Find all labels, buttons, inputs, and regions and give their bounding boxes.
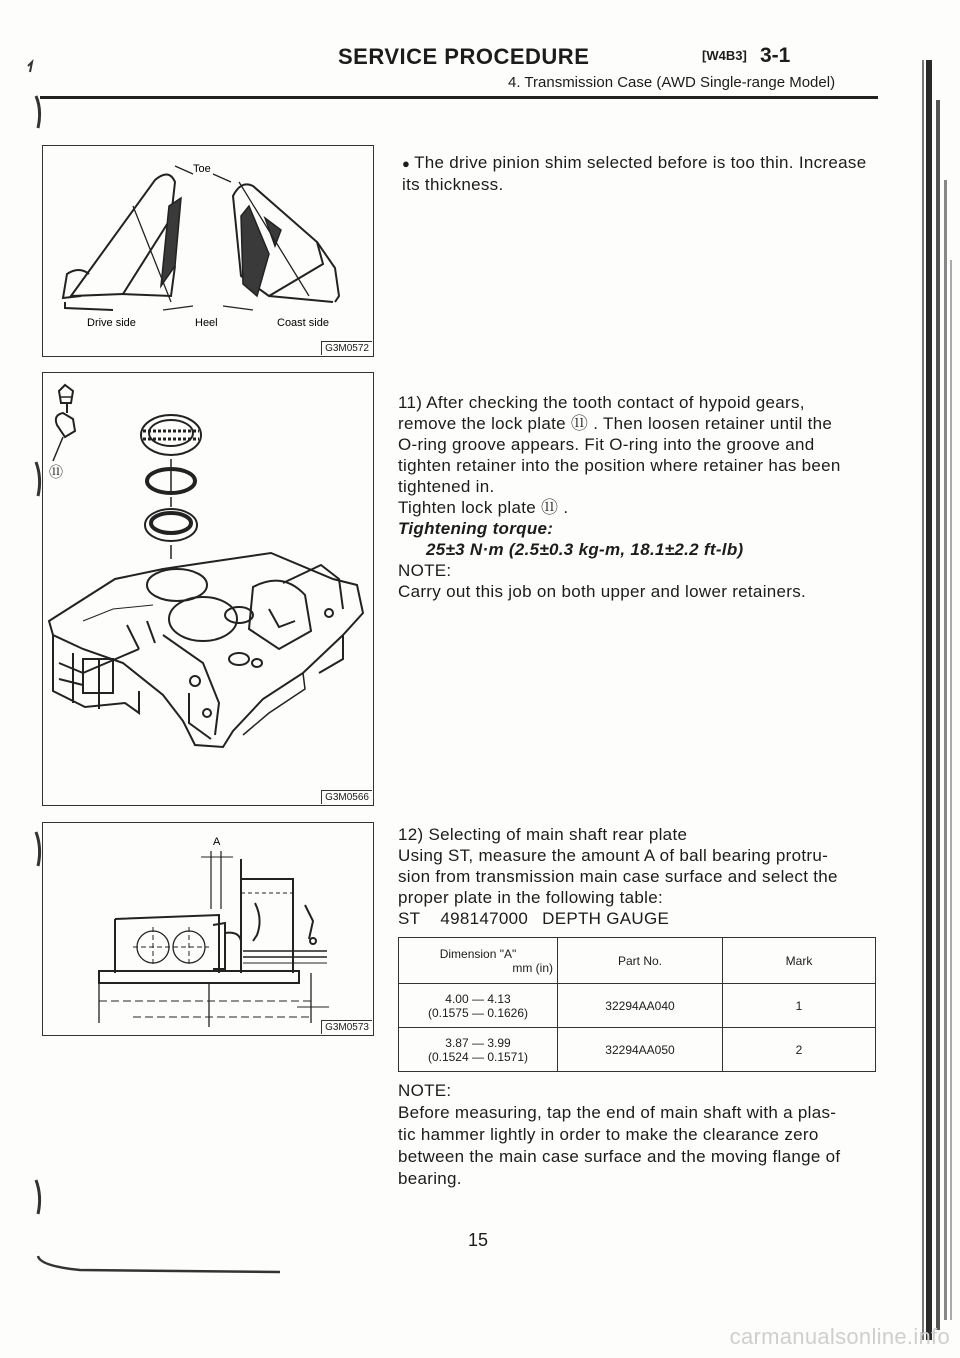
step-11-line: tighten retainer into the position where retainer has been (398, 456, 841, 475)
note-2-label: NOTE: (398, 1081, 452, 1100)
binder-edge (908, 60, 958, 1340)
note-text: Carry out this job on both upper and lower retainers. (398, 582, 807, 601)
gear-tooth-illustration (43, 146, 373, 356)
step-12-line: sion from transmission main case surface and select the (398, 867, 838, 886)
table-row (399, 1028, 876, 1072)
plate-selection-table (398, 937, 876, 1072)
note-label: NOTE: (398, 561, 452, 580)
step-11-line: 11) After checking the tooth contact of hypoid gears, (398, 393, 805, 412)
header-unit: mm (in) (512, 960, 553, 975)
section-number: 3-1 (760, 44, 791, 67)
figure-gear-tooth (42, 145, 374, 357)
figure-transmission-case (42, 372, 374, 806)
transmission-case-illustration (43, 373, 373, 805)
callout-11: ⑪ (49, 465, 63, 481)
figure-code: G3M0572 (321, 341, 372, 355)
torque-value: 25±3 N·m (2.5±0.3 kg-m, 18.1±2.2 ft-lb) (426, 540, 744, 559)
step-11-line: tightened in. (398, 477, 495, 496)
header-dimension (399, 938, 558, 984)
note-2-line: Before measuring, tap the end of main shaft with a plas- (398, 1103, 837, 1122)
torque-heading: Tightening torque: (398, 519, 554, 538)
page-subtitle: 4. Transmission Case (AWD Single-range Model) (508, 74, 836, 91)
st-name: DEPTH GAUGE (542, 909, 670, 928)
label-toe: Toe (193, 163, 211, 175)
label-heel: Heel (195, 317, 218, 329)
watermark: carmanualsonline.info (729, 1324, 950, 1349)
step-11-line: O-ring groove appears. Fit O-ring into the groove and (398, 435, 815, 454)
step-11 (398, 392, 883, 602)
bullet-paragraph (402, 152, 882, 195)
note-2-line: bearing. (398, 1169, 462, 1188)
note-2-line: between the main case surface and the moving flange of (398, 1147, 841, 1166)
header-dimension-label: Dimension "A" (439, 946, 517, 961)
st-number: 498147000 (440, 909, 529, 928)
page-number: 15 (468, 1230, 489, 1250)
note-2 (398, 1080, 883, 1190)
header-part-no: Part No. (558, 938, 723, 984)
label-coast-side: Coast side (277, 317, 329, 329)
step-12-line: 12) Selecting of main shaft rear plate (398, 825, 688, 844)
cell-mark: 1 (723, 984, 876, 1028)
note-2-line: tic hammer lightly in order to make the clearance zero (398, 1125, 819, 1144)
step-12-line: Using ST, measure the amount A of ball bearing protru- (398, 846, 829, 865)
st-label: ST (398, 909, 421, 928)
step-12-line: proper plate in the following table: (398, 888, 664, 907)
step-12 (398, 824, 883, 929)
bullet-glyph: ● (402, 156, 415, 171)
step-11-line: remove the lock plate ⑪ . Then loosen retainer until the (398, 414, 833, 433)
figure-code: G3M0566 (321, 790, 372, 804)
header-mark: Mark (723, 938, 876, 984)
section-code: [W4B3] (702, 48, 747, 63)
table-header-row (399, 938, 876, 984)
cell-part-no: 32294AA050 (558, 1028, 723, 1072)
page-title: SERVICE PROCEDURE (338, 44, 590, 69)
cell-dimension: 4.00 — 4.13 (0.1575 — 0.1626) (399, 984, 558, 1028)
label-drive-side: Drive side (87, 317, 136, 329)
cell-mark: 2 (723, 1028, 876, 1072)
dimension-a-label: A (213, 836, 221, 848)
cell-part-no: 32294AA040 (558, 984, 723, 1028)
table-row (399, 984, 876, 1028)
bullet-text: The drive pinion shim selected before is too thin. Increase its thickness. (402, 153, 867, 194)
bearing-measurement-illustration (43, 823, 373, 1035)
figure-bearing-measurement (42, 822, 374, 1036)
step-11-line: Tighten lock plate ⑪ . (398, 498, 569, 517)
figure-code: G3M0573 (321, 1020, 372, 1034)
header-rule (40, 96, 878, 99)
cell-dimension: 3.87 — 3.99 (0.1524 — 0.1571) (399, 1028, 558, 1072)
special-tool-line (398, 908, 883, 929)
